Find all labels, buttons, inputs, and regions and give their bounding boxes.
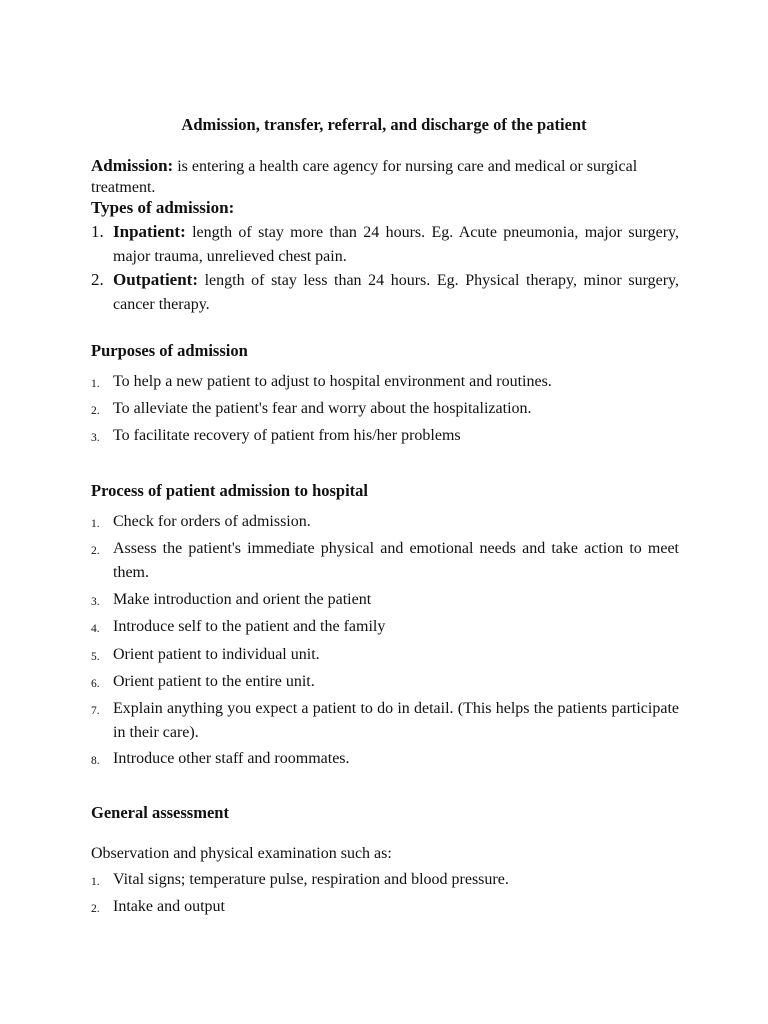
list-item-text: Intake and output — [113, 898, 225, 915]
list-item-text: To facilitate recovery of patient from his/her problems — [113, 427, 461, 444]
inpatient-text: length of stay more than 24 hours. Eg. Acute pneumonia, major surgery, major trauma, unrelieved chest pain. — [113, 224, 679, 265]
list-number: 1. — [91, 222, 104, 241]
admission-label: Admission: — [91, 156, 174, 175]
types-item-inpatient — [91, 220, 679, 269]
list-number: 2. — [91, 545, 100, 557]
outpatient-text: length of stay less than 24 hours. Eg. Physical therapy, minor surgery, cancer therapy. — [113, 272, 679, 313]
general-intro: Observation and physical examination such as: — [91, 845, 392, 862]
list-item — [91, 895, 679, 919]
list-item — [91, 643, 679, 667]
list-number: 1. — [91, 518, 100, 530]
inpatient-label: Inpatient: — [113, 222, 186, 241]
list-number: 4. — [91, 623, 100, 635]
list-number: 1. — [91, 876, 100, 888]
list-item — [91, 747, 679, 771]
list-item — [91, 615, 679, 639]
list-item — [91, 537, 679, 585]
outpatient-label: Outpatient: — [113, 270, 198, 289]
list-item — [91, 397, 679, 421]
list-item-text: To alleviate the patient's fear and worry about the hospitalization. — [113, 400, 532, 417]
list-number: 5. — [91, 651, 100, 663]
list-item-text: Introduce self to the patient and the family — [113, 618, 386, 635]
list-number: 8. — [91, 755, 100, 767]
list-number: 7. — [91, 705, 100, 717]
purposes-heading: Purposes of admission — [91, 341, 248, 360]
list-item — [91, 697, 679, 745]
list-item-text: Explain anything you expect a patient to do in detail. (This helps the patients participate in their care). — [113, 700, 679, 741]
list-item-text: Assess the patient's immediate physical and emotional needs and take action to meet them. — [113, 540, 679, 581]
list-item-text: Introduce other staff and roommates. — [113, 750, 350, 767]
list-number: 3. — [91, 596, 100, 608]
general-heading: General assessment — [91, 803, 229, 822]
admission-definition — [91, 155, 679, 198]
admission-text: is entering a health care agency for nursing care and medical or surgical treatment. — [91, 158, 638, 196]
list-item-text: Orient patient to individual unit. — [113, 646, 320, 663]
types-heading: Types of admission: — [91, 198, 235, 217]
list-number: 2. — [91, 270, 104, 289]
list-number: 1. — [91, 378, 100, 390]
list-item — [91, 424, 679, 448]
types-item-outpatient — [91, 268, 679, 317]
list-item — [91, 670, 679, 694]
process-heading: Process of patient admission to hospital — [91, 481, 369, 500]
list-item — [91, 370, 679, 394]
list-number: 6. — [91, 678, 100, 690]
list-item — [91, 510, 679, 534]
list-number: 2. — [91, 405, 100, 417]
list-item-text: Check for orders of admission. — [113, 513, 311, 530]
page-title: Admission, transfer, referral, and discharge of the patient — [181, 115, 587, 134]
list-item-text: Vital signs; temperature pulse, respiration and blood pressure. — [113, 871, 509, 888]
list-item-text: Make introduction and orient the patient — [113, 591, 372, 608]
list-item-text: To help a new patient to adjust to hospital environment and routines. — [113, 373, 552, 390]
list-number: 2. — [91, 903, 100, 915]
list-number: 3. — [91, 432, 100, 444]
list-item — [91, 868, 679, 892]
list-item-text: Orient patient to the entire unit. — [113, 673, 315, 690]
list-item — [91, 588, 679, 612]
